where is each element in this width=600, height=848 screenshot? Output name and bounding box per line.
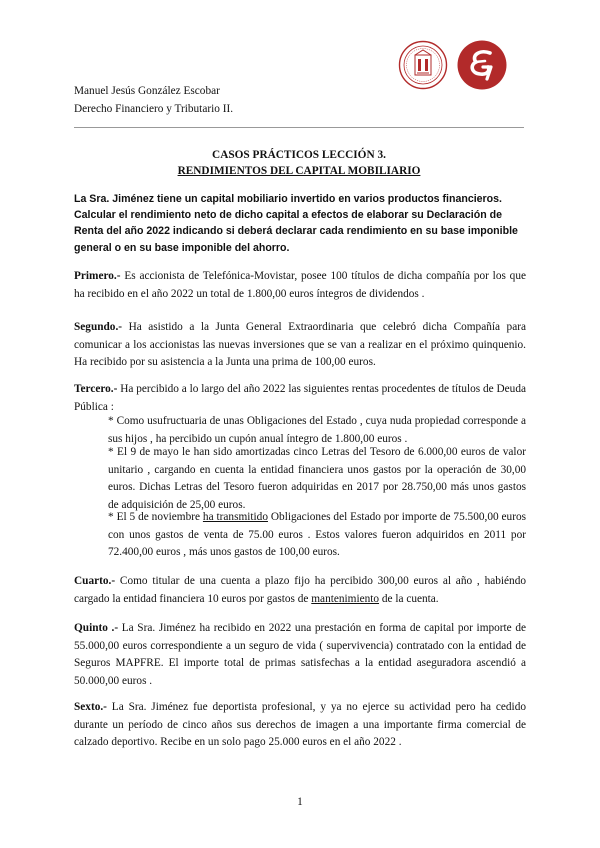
- section-primero: [74, 268, 526, 303]
- section-cuarto: [74, 573, 526, 608]
- university-seal-logo: [398, 40, 448, 90]
- section-sexto: [74, 699, 526, 752]
- item-text: * El 5 de noviembre: [108, 511, 203, 523]
- ecp-monogram-logo: [457, 40, 507, 90]
- document-subtitle: RENDIMIENTOS DEL CAPITAL MOBILIARIO: [177, 165, 421, 177]
- item-text: Obligaciones del Estado por importe de 75.500,00 euros con unos gastos de venta de 75.00 euros . Estos valores fueron adquiridos en 2011 por 72.400,00 euros , más unos gastos de 100,00 euros.: [108, 511, 526, 558]
- document-title: CASOS PRÁCTICOS LECCIÓN 3.: [212, 149, 386, 161]
- section-segundo: [74, 319, 526, 372]
- section-lead: Cuarto.-: [74, 575, 116, 587]
- author-name: Manuel Jesús González Escobar: [74, 85, 220, 97]
- course-name: Derecho Financiero y Tributario II.: [74, 103, 234, 115]
- section-underlined: mantenimiento: [311, 592, 380, 605]
- section-text: La Sra. Jiménez ha recibido en 2022 una prestación en forma de capital por importe de 55.000,00 euros correspondiente a un seguro de vida ( supervivencia) contratado con la entidad de Seguros MAPFRE. El importe total de primas satisfechas a la entidad aseguradora ascendió a 50.000,00 euros .: [74, 622, 526, 687]
- tercero-item-1: * Como usufructuaria de unas Obligaciones del Estado , cuya nuda propiedad corresponde a sus hijos , ha percibido un cupón anual íntegro de 1.800,00 euros .: [108, 415, 526, 445]
- section-lead: Quinto .-: [74, 622, 119, 634]
- section-lead: Tercero.-: [74, 383, 118, 395]
- section-text: Es accionista de Telefónica-Movistar, posee 100 títulos de dicha compañía por los que ha recibido en el año 2022 un total de 1.800,00 euros íntegros de dividendos .: [74, 270, 526, 300]
- section-text: Ha asistido a la Junta General Extraordinaria que celebró dicha Compañía para comunicar a los accionistas las nuevas inversiones que se van a realizar en el próximo quinquenio. Ha recibido por su asistencia a la Junta una prima de 100,00 euros.: [74, 321, 526, 368]
- section-lead: Segundo.-: [74, 321, 123, 333]
- tercero-item-2: * El 9 de mayo le han sido amortizadas cinco Letras del Tesoro de 6.000,00 euros de valor unitario , cargando en cuenta la entidad financiera unos gastos por la operación de 30,00 euros. Dichas Letras del Tesoro fueron adquiridas en 2017 por 28.750,00 más unos gastos de adquisición de 25,00 euros.: [108, 446, 526, 511]
- problem-statement: La Sra. Jiménez tiene un capital mobiliario invertido en varios productos financieros. Calcular el rendimiento neto de dicho capital a efectos de elaborar su Declaración de Renta del año 2022 indicando si deberá declarar cada rendimiento en su base imponible general o en su base imponible del ahorro.: [74, 193, 518, 254]
- header-divider: [74, 127, 524, 128]
- section-quinto: [74, 620, 526, 690]
- page-number: 1: [297, 796, 303, 808]
- section-text: Como titular de una cuenta a plazo fijo ha percibido 300,00 euros al año , habiéndo cargado la entidad financiera 10 euros por gastos de: [74, 575, 526, 605]
- section-lead: Sexto.-: [74, 701, 107, 713]
- section-text: de la cuenta.: [379, 592, 439, 605]
- section-tercero: [74, 381, 526, 416]
- tercero-item-3: [108, 509, 526, 562]
- section-text: Ha percibido a lo largo del año 2022 las siguientes rentas procedentes de títulos de Deuda Pública :: [74, 383, 526, 413]
- item-underlined: ha transmitido: [202, 511, 268, 523]
- section-lead: Primero.-: [74, 270, 121, 282]
- section-text: La Sra. Jiménez fue deportista profesional, y ya no ejerce su actividad pero ha cedido durante un período de cinco años sus derechos de imagen a una importante firma comercial de calzado deportivo. Recibe en un solo pago 25.000 euros en el año 2022 .: [74, 701, 526, 748]
